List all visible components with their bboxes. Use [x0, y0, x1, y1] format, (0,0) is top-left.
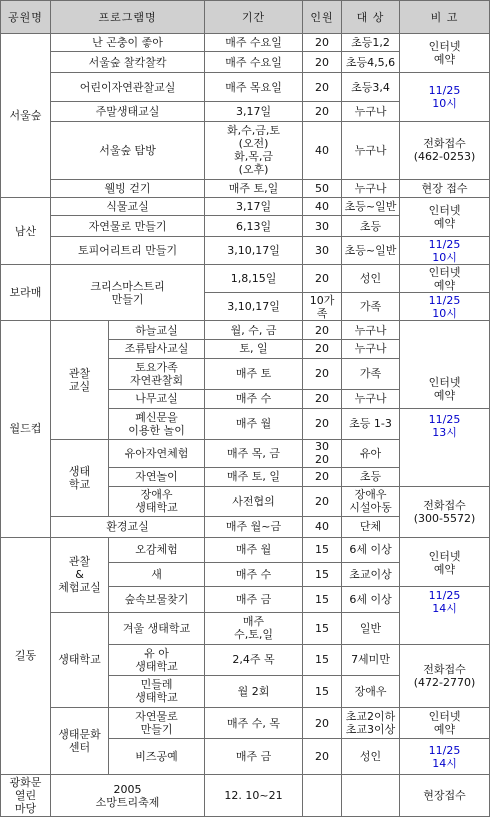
program-name: 폐신문을 이용한 놀이: [109, 409, 205, 440]
header-row: [1, 1, 490, 34]
program-target: 가족: [342, 292, 400, 321]
table-row: [1, 121, 490, 179]
program-target: 초등3,4: [342, 72, 400, 102]
program-count: 15: [303, 587, 342, 612]
program-name: 크리스마스트리 만들기: [51, 265, 205, 321]
program-target: 초등: [342, 468, 400, 486]
program-name: 숲속보물찾기: [109, 587, 205, 612]
program-target: 초등~일반: [342, 198, 400, 216]
program-target: 초등1,2: [342, 34, 400, 52]
program-period: 매주 수요일: [205, 34, 303, 52]
program-name: 민들레 생태학교: [109, 676, 205, 708]
program-period: 3,17일: [205, 102, 303, 121]
program-period: 매주 월: [205, 537, 303, 562]
program-count: 10가족: [303, 292, 342, 321]
program-target: 초교이상: [342, 563, 400, 587]
remark-phone: 전화접수 (462-0253): [400, 121, 490, 179]
program-group: 관찰 & 체험교실: [51, 537, 109, 612]
program-name: 자연놀이: [109, 468, 205, 486]
program-group: 관찰 교실: [51, 321, 109, 439]
program-period: 사전협의: [205, 486, 303, 517]
program-period: 매주 수요일: [205, 52, 303, 72]
remark-reservation: 인터넷 예약: [400, 34, 490, 73]
table-row: [1, 34, 490, 52]
program-name: 자연물로 만들기: [109, 707, 205, 739]
program-period: 3,10,17일: [205, 292, 303, 321]
remark-date: 11/25 13시: [400, 409, 490, 486]
program-name: 식물교실: [51, 198, 205, 216]
program-count: 20: [303, 359, 342, 390]
program-period: 매주 목, 금: [205, 439, 303, 468]
header-program: 프로그램명: [51, 1, 205, 34]
table-row: [1, 707, 490, 739]
program-group: 생태학교: [51, 612, 109, 707]
program-period: 매주 토: [205, 359, 303, 390]
program-count: 20: [303, 265, 342, 293]
remark-reservation: 인터넷 예약: [400, 537, 490, 587]
remark-onsite: 현장접수: [400, 775, 490, 817]
program-target: 초등: [342, 216, 400, 236]
program-target: 장애우: [342, 676, 400, 708]
program-target: 유아: [342, 439, 400, 468]
program-count: 40: [303, 198, 342, 216]
table-row: [1, 72, 490, 102]
program-name: 나무교실: [109, 389, 205, 408]
program-target: 7세미만: [342, 644, 400, 676]
program-period: 매주 월~금: [205, 517, 303, 537]
program-period: 매주 월: [205, 409, 303, 440]
program-period: 12. 10~21: [205, 775, 303, 817]
program-target: 누구나: [342, 389, 400, 408]
program-name: 웰빙 걷기: [51, 179, 205, 197]
program-name: 새: [109, 563, 205, 587]
program-name: 겨울 생태학교: [109, 612, 205, 644]
program-target: 누구나: [342, 339, 400, 358]
park-name: 길동: [1, 537, 51, 774]
program-period: 6,13일: [205, 216, 303, 236]
program-period: 매주 금: [205, 739, 303, 775]
program-target: 일반: [342, 612, 400, 644]
program-target: 성인: [342, 265, 400, 293]
table-row: [1, 236, 490, 265]
program-target: 성인: [342, 739, 400, 775]
program-count: 40: [303, 121, 342, 179]
program-target: 누구나: [342, 121, 400, 179]
program-period: 매주 토, 일: [205, 468, 303, 486]
park-name: 서울숲: [1, 34, 51, 198]
table-row: [1, 321, 490, 339]
program-name: 토요가족 자연관찰회: [109, 359, 205, 390]
program-period: 3,10,17일: [205, 236, 303, 265]
program-name: 유아자연체험: [109, 439, 205, 468]
program-target: 누구나: [342, 179, 400, 197]
program-count: [303, 775, 342, 817]
program-count: 40: [303, 517, 342, 537]
program-target: 장애우 시설아동: [342, 486, 400, 517]
header-target: 대 상: [342, 1, 400, 34]
program-target: 6세 이상: [342, 587, 400, 612]
park-name: 월드컵: [1, 321, 51, 537]
program-name: 비즈공예: [109, 739, 205, 775]
header-period: 기간: [205, 1, 303, 34]
program-count: 20: [303, 72, 342, 102]
program-count: 20: [303, 409, 342, 440]
remark-phone: 전화접수 (472-2770): [400, 644, 490, 707]
program-period: 1,8,15일: [205, 265, 303, 293]
program-target: 초등~일반: [342, 236, 400, 265]
remark-reservation: 인터넷 예약: [400, 198, 490, 237]
park-name: 광화문 열린 마당: [1, 775, 51, 817]
program-name: 오감체험: [109, 537, 205, 562]
program-count: 20: [303, 389, 342, 408]
program-count: 15: [303, 644, 342, 676]
table-row: [1, 198, 490, 216]
program-count: 20: [303, 34, 342, 52]
program-period: 월, 수, 금: [205, 321, 303, 339]
program-name: 유 아 생태학교: [109, 644, 205, 676]
program-period: 매주 목요일: [205, 72, 303, 102]
program-name: 서울숲 찰칵찰칵: [51, 52, 205, 72]
park-name: 남산: [1, 198, 51, 265]
program-period: 3,17일: [205, 198, 303, 216]
remark-onsite: 현장 접수: [400, 179, 490, 197]
program-target: 가족: [342, 359, 400, 390]
remark-reservation: 인터넷 예약: [400, 321, 490, 409]
program-count: 50: [303, 179, 342, 197]
program-count: 20: [303, 739, 342, 775]
remark-date: 11/25 10시: [400, 292, 490, 321]
program-period: 토, 일: [205, 339, 303, 358]
program-group: 생태문화 센터: [51, 707, 109, 774]
table-row: [1, 775, 490, 817]
program-name: 조류탐사교실: [109, 339, 205, 358]
table-row: [1, 265, 490, 293]
program-name: 2005 소망트리축제: [51, 775, 205, 817]
program-count: 20: [303, 707, 342, 739]
remark-date: 11/25 10시: [400, 236, 490, 265]
remark-reservation: 인터넷 예약: [400, 265, 490, 293]
program-name: 어린이자연관찰교실: [51, 72, 205, 102]
program-name: 난 곤충이 좋아: [51, 34, 205, 52]
program-name: 서울숲 탐방: [51, 121, 205, 179]
program-name: 환경교실: [51, 517, 205, 537]
program-count: 15: [303, 537, 342, 562]
program-period: 매주 토,일: [205, 179, 303, 197]
program-period: 2,4주 목: [205, 644, 303, 676]
program-period: 화,수,금,토 (오전) 화,목,금 (오후): [205, 121, 303, 179]
program-period: 매주 수,토,일: [205, 612, 303, 644]
program-target: 초등4,5,6: [342, 52, 400, 72]
park-name: 보라매: [1, 265, 51, 321]
program-count: 20: [303, 486, 342, 517]
program-period: 매주 수, 목: [205, 707, 303, 739]
header-park: 공원명: [1, 1, 51, 34]
program-count: 30 20: [303, 439, 342, 468]
program-period: 월 2회: [205, 676, 303, 708]
table-row: [1, 179, 490, 197]
header-count: 인원: [303, 1, 342, 34]
program-count: 20: [303, 321, 342, 339]
program-group: 생태 학교: [51, 439, 109, 516]
program-count: 15: [303, 612, 342, 644]
program-count: 15: [303, 676, 342, 708]
program-target: [342, 775, 400, 817]
program-name: 주말생태교실: [51, 102, 205, 121]
program-name: 토피어리트리 만들기: [51, 236, 205, 265]
program-period: 매주 수: [205, 563, 303, 587]
program-count: 30: [303, 216, 342, 236]
remark-date: 11/25 14시: [400, 587, 490, 644]
program-name: 장애우 생태학교: [109, 486, 205, 517]
program-count: 20: [303, 468, 342, 486]
remark-date: 11/25 14시: [400, 739, 490, 775]
program-period: 매주 금: [205, 587, 303, 612]
program-count: 15: [303, 563, 342, 587]
program-count: 20: [303, 102, 342, 121]
program-count: 20: [303, 339, 342, 358]
remark-phone: 전화접수 (300-5572): [400, 486, 490, 537]
remark-reservation: 인터넷 예약: [400, 707, 490, 739]
program-target: 누구나: [342, 102, 400, 121]
header-remark: 비 고: [400, 1, 490, 34]
program-target: 초등 1-3: [342, 409, 400, 440]
program-name: 자연물로 만들기: [51, 216, 205, 236]
program-count: 20: [303, 52, 342, 72]
program-count: 30: [303, 236, 342, 265]
program-target: 누구나: [342, 321, 400, 339]
table-row: [1, 537, 490, 562]
program-period: 매주 수: [205, 389, 303, 408]
program-target: 6세 이상: [342, 537, 400, 562]
program-target: 초교2이하 초교3이상: [342, 707, 400, 739]
remark-date: 11/25 10시: [400, 72, 490, 121]
program-name: 하늘교실: [109, 321, 205, 339]
program-target: 단체: [342, 517, 400, 537]
